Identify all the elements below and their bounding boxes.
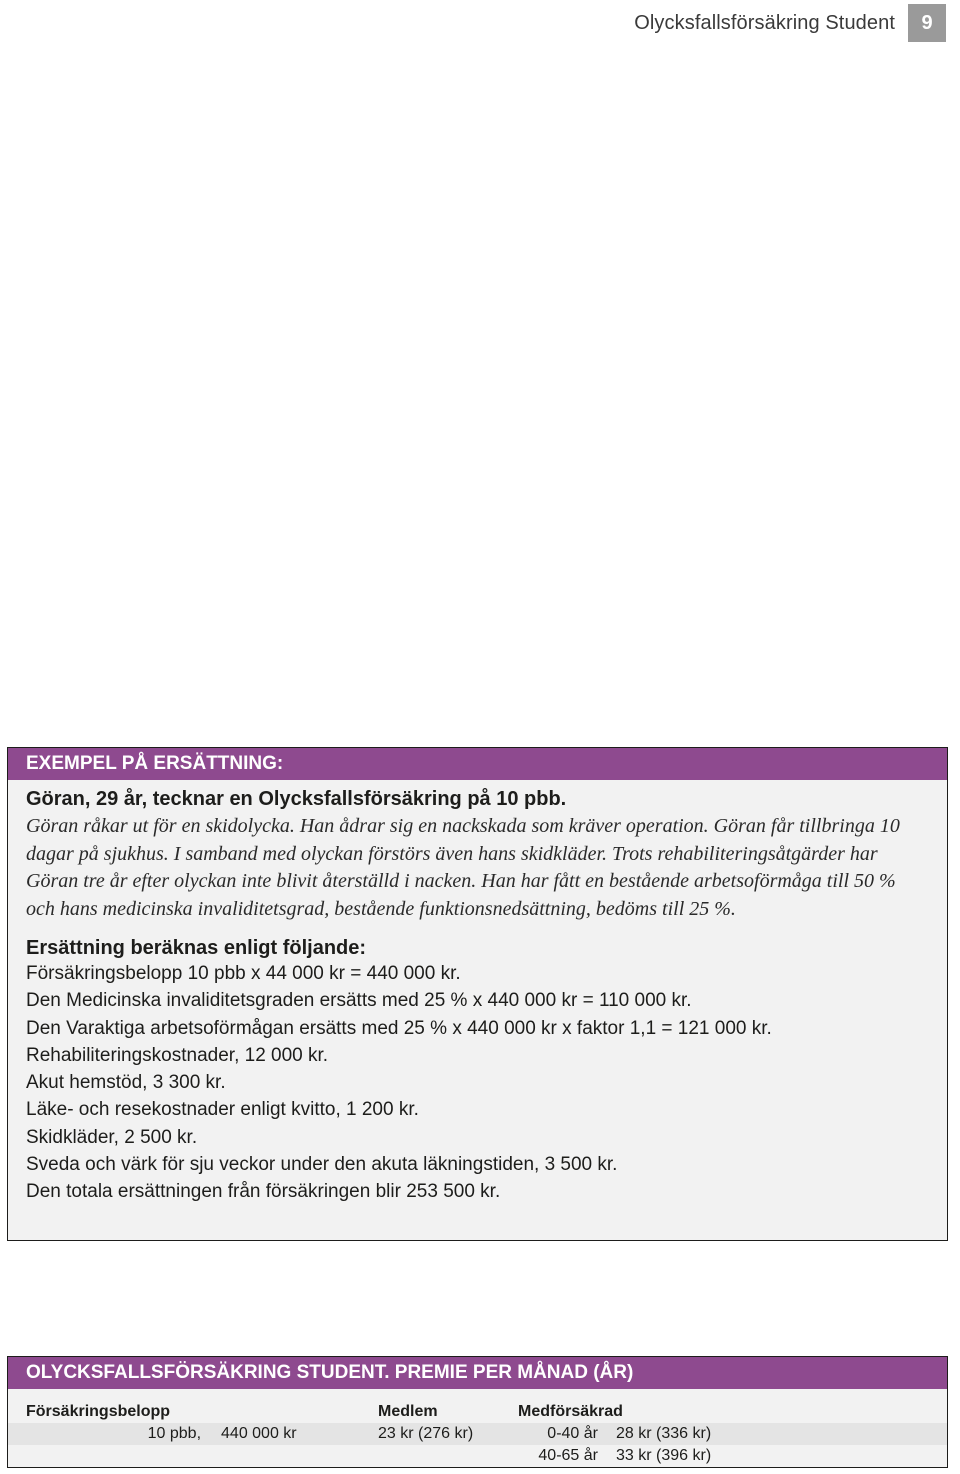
example-heading: EXEMPEL PÅ ERSÄTTNING: bbox=[8, 748, 947, 780]
cell-medforsakrad: 33 kr (396 kr) bbox=[616, 1447, 712, 1464]
column-header-medforsakrad: Medförsäkrad bbox=[518, 1403, 623, 1420]
cell-age: 40-65 år bbox=[538, 1447, 598, 1464]
calculation-list bbox=[26, 960, 929, 1206]
calculation-line: Den Varaktiga arbetsoförmågan ersätts med 25 % x 440 000 kr x faktor 1,1 = 121 000 kr. bbox=[26, 1017, 772, 1039]
calculation-line: Försäkringsbelopp 10 pbb x 44 000 kr = 440 000 kr. bbox=[26, 963, 461, 984]
premium-row bbox=[8, 1445, 947, 1467]
premium-header-row bbox=[8, 1401, 947, 1423]
calculation-line: Skidkläder, 2 500 kr. bbox=[26, 1126, 198, 1148]
page-number: 9 bbox=[908, 4, 946, 42]
cell-medlem: 23 kr (276 kr) bbox=[378, 1423, 518, 1445]
column-header-medlem: Medlem bbox=[378, 1403, 438, 1420]
example-box bbox=[7, 747, 948, 1241]
cell-belopp-kr: 440 000 kr bbox=[221, 1423, 378, 1445]
example-story: Göran råkar ut för en skidolycka. Han ådrar sig en nackskada som kräver operation. Göran får tillbringa 10 dagar på sjukhus. I samband med olyckan förstörs även hans skidkläder. Trots rehabiliteringsåtgärder har Göran tre år efter olyckan inte blivit återställd i nacken. Han har fått en bestående arbetsoförmåga till 50 % och hans medicinska invaliditetsgrad, bestående funktionsnedsättning, bedöms till 25 %. bbox=[26, 815, 900, 920]
cell-age: 0-40 år bbox=[518, 1423, 616, 1445]
calculation-title: Ersättning beräknas enligt följande: bbox=[26, 937, 367, 959]
cell-belopp-pbb bbox=[8, 1445, 221, 1467]
cell-belopp-kr bbox=[221, 1445, 378, 1467]
premium-row bbox=[8, 1423, 947, 1445]
cell-medlem bbox=[378, 1445, 518, 1467]
calculation-line: Den Medicinska invaliditetsgraden ersätts med 25 % x 440 000 kr = 110 000 kr. bbox=[26, 990, 692, 1012]
calculation-line: Läke- och resekostnader enligt kvitto, 1 200 kr. bbox=[26, 1099, 419, 1121]
calculation-total: Den totala ersättningen från försäkringen blir 253 500 kr. bbox=[26, 1181, 501, 1203]
example-title: Göran, 29 år, tecknar en Olycksfallsförsäkring på 10 pbb. bbox=[26, 788, 567, 810]
calculation-line: Rehabiliteringskostnader, 12 000 kr. bbox=[26, 1044, 329, 1066]
calculation-line: Akut hemstöd, 3 300 kr. bbox=[26, 1072, 226, 1094]
cell-belopp-pbb: 10 pbb, bbox=[8, 1423, 221, 1445]
premium-heading: OLYCKSFALLSFÖRSÄKRING STUDENT. PREMIE PER MÅNAD (ÅR) bbox=[8, 1357, 947, 1389]
document-title: Olycksfallsförsäkring Student bbox=[634, 12, 895, 34]
example-body bbox=[8, 780, 947, 1206]
cell-medforsakrad: 28 kr (336 kr) bbox=[616, 1423, 947, 1445]
column-header-belopp: Försäkringsbelopp bbox=[26, 1403, 171, 1420]
calculation-line: Sveda och värk för sju veckor under den akuta läkningstiden, 3 500 kr. bbox=[26, 1154, 618, 1176]
premium-box bbox=[7, 1356, 948, 1468]
premium-table bbox=[8, 1401, 947, 1467]
